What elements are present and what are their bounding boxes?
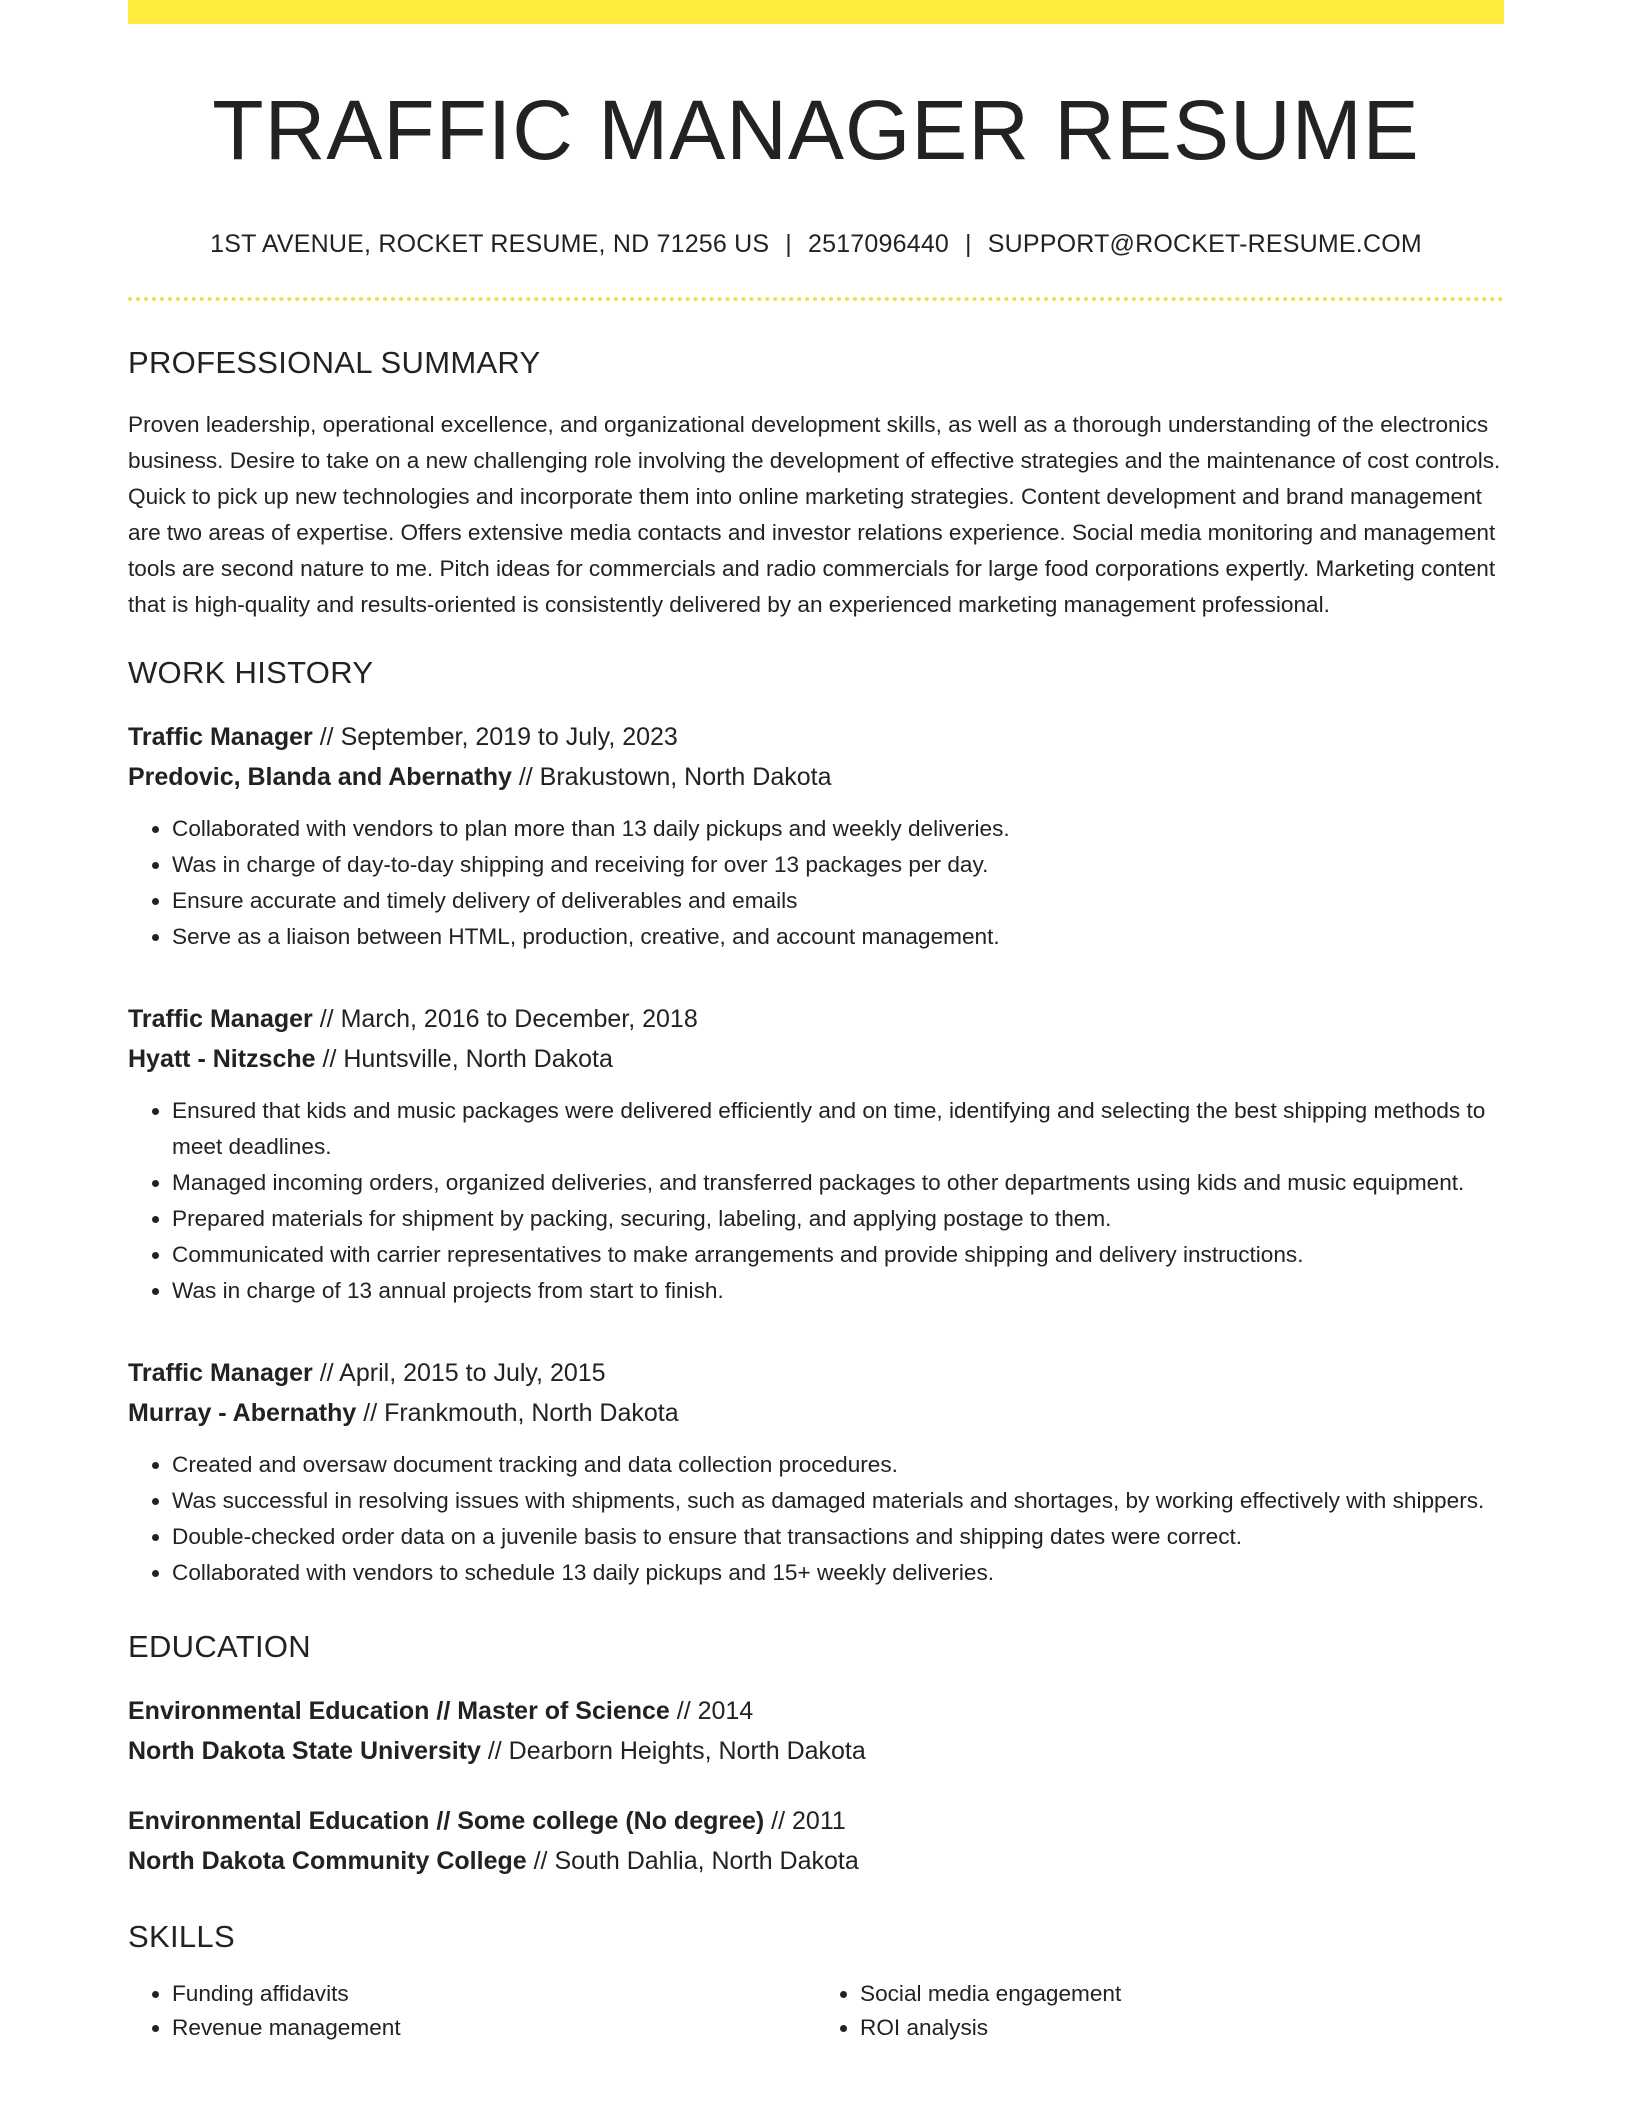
job-company: Hyatt - Nitzsche (128, 1045, 316, 1074)
resume-page (128, 0, 1504, 2112)
job-location: // Frankmouth, North Dakota (356, 1399, 679, 1428)
accent-bar (128, 0, 1504, 24)
contact-line (128, 230, 1504, 259)
education-year: // 2011 (764, 1807, 846, 1836)
contact-separator: | (785, 230, 792, 259)
list-item: • Collaborated with vendors to plan more than 13 daily pickups and weekly deliveries. (172, 811, 1504, 847)
education-entry (128, 1801, 1504, 1881)
job-dates: // September, 2019 to July, 2023 (312, 723, 678, 752)
skills-list (128, 1977, 1504, 2045)
list-item: • Was in charge of day-to-day shipping and receiving for over 13 packages per day. (172, 847, 1504, 883)
summary-text: Proven leadership, operational excellence, and organizational development skills, as well as a thorough understanding of the electronics business. Desire to take on a new challenging role involving the development of effective strategies and the maintenance of cost controls. Quick to pick up new technologies and incorporate them into online marketing strategies. Content development and brand management are two areas of expertise. Offers extensive media contacts and investor relations experience. Social media monitoring and management tools are second nature to me. Pitch ideas for commercials and radio commercials for large food corporations expertly. Marketing content that is high-quality and results-oriented is consistently delivered by an experienced marketing management professional. (128, 412, 1501, 618)
skills-column-right (816, 1977, 1504, 2045)
list-item: • Ensure accurate and timely delivery of deliverables and emails (172, 883, 1504, 919)
job-company: Predovic, Blanda and Abernathy (128, 763, 512, 792)
list-item: • Managed incoming orders, organized deliveries, and transferred packages to other departments using kids and music equipment. (172, 1165, 1504, 1201)
list-item: • Was successful in resolving issues with shipments, such as damaged materials and shortages, by working effectively with shippers. (172, 1483, 1504, 1519)
job-role: Traffic Manager (128, 1005, 313, 1034)
job-company: Murray - Abernathy (128, 1399, 357, 1428)
list-item: • Ensured that kids and music packages were delivered efficiently and on time, identifying and selecting the best shipping methods to meet deadlines. (172, 1093, 1504, 1165)
education-entry (128, 1691, 1504, 1771)
resume-title: TRAFFIC MANAGER RESUME (212, 83, 1420, 177)
job-entry (128, 999, 1504, 1309)
education-school-line (128, 1841, 1504, 1881)
summary-heading: PROFESSIONAL SUMMARY (128, 345, 541, 381)
contact-address: 1ST AVENUE, ROCKET RESUME, ND 71256 US (210, 230, 770, 259)
job-company-line (128, 1393, 1504, 1433)
education-degree-line (128, 1691, 1504, 1731)
skill-item: • ROI analysis (860, 2011, 1504, 2045)
job-dates: // March, 2016 to December, 2018 (312, 1005, 698, 1034)
contact-separator: | (965, 230, 972, 259)
skills-heading: SKILLS (128, 1919, 235, 1955)
list-item: • Created and oversaw document tracking and data collection procedures. (172, 1447, 1504, 1483)
list-item: • Serve as a liaison between HTML, production, creative, and account management. (172, 919, 1504, 955)
work-history-heading: WORK HISTORY (128, 655, 374, 691)
list-item: • Prepared materials for shipment by packing, securing, labeling, and applying postage to them. (172, 1201, 1504, 1237)
education-year: // 2014 (669, 1697, 754, 1726)
skill-item: • Social media engagement (860, 1977, 1504, 2011)
job-location: // Huntsville, North Dakota (315, 1045, 613, 1074)
skills-column-left (128, 1977, 816, 2045)
job-role-line (128, 717, 1504, 757)
education-degree: Environmental Education // Some college (No degree) (128, 1807, 765, 1836)
job-bullets (128, 1447, 1504, 1591)
skill-item: • Revenue management (172, 2011, 816, 2045)
skill-item: • Funding affidavits (172, 1977, 816, 2011)
job-dates: // April, 2015 to July, 2015 (312, 1359, 606, 1388)
dotted-divider (128, 297, 1504, 301)
education-location: // Dearborn Heights, North Dakota (480, 1737, 866, 1766)
job-company-line (128, 757, 1504, 797)
contact-phone: 2517096440 (808, 230, 950, 259)
education-heading: EDUCATION (128, 1629, 311, 1665)
job-entry (128, 1353, 1504, 1591)
job-bullets (128, 811, 1504, 955)
contact-email: SUPPORT@ROCKET-RESUME.COM (987, 230, 1422, 259)
job-bullets (128, 1093, 1504, 1309)
job-role: Traffic Manager (128, 723, 313, 752)
education-location: // South Dahlia, North Dakota (526, 1847, 859, 1876)
job-company-line (128, 1039, 1504, 1079)
education-school-line (128, 1731, 1504, 1771)
education-degree: Environmental Education // Master of Science (128, 1697, 670, 1726)
job-role-line (128, 999, 1504, 1039)
list-item: • Was in charge of 13 annual projects from start to finish. (172, 1273, 1504, 1309)
education-school: North Dakota State University (128, 1737, 481, 1766)
job-role-line (128, 1353, 1504, 1393)
job-location: // Brakustown, North Dakota (511, 763, 832, 792)
education-degree-line (128, 1801, 1504, 1841)
education-school: North Dakota Community College (128, 1847, 527, 1876)
list-item: • Double-checked order data on a juvenile basis to ensure that transactions and shipping dates were correct. (172, 1519, 1504, 1555)
job-entry (128, 717, 1504, 955)
list-item: • Collaborated with vendors to schedule 13 daily pickups and 15+ weekly deliveries. (172, 1555, 1504, 1591)
list-item: • Communicated with carrier representatives to make arrangements and provide shipping and delivery instructions. (172, 1237, 1504, 1273)
job-role: Traffic Manager (128, 1359, 313, 1388)
